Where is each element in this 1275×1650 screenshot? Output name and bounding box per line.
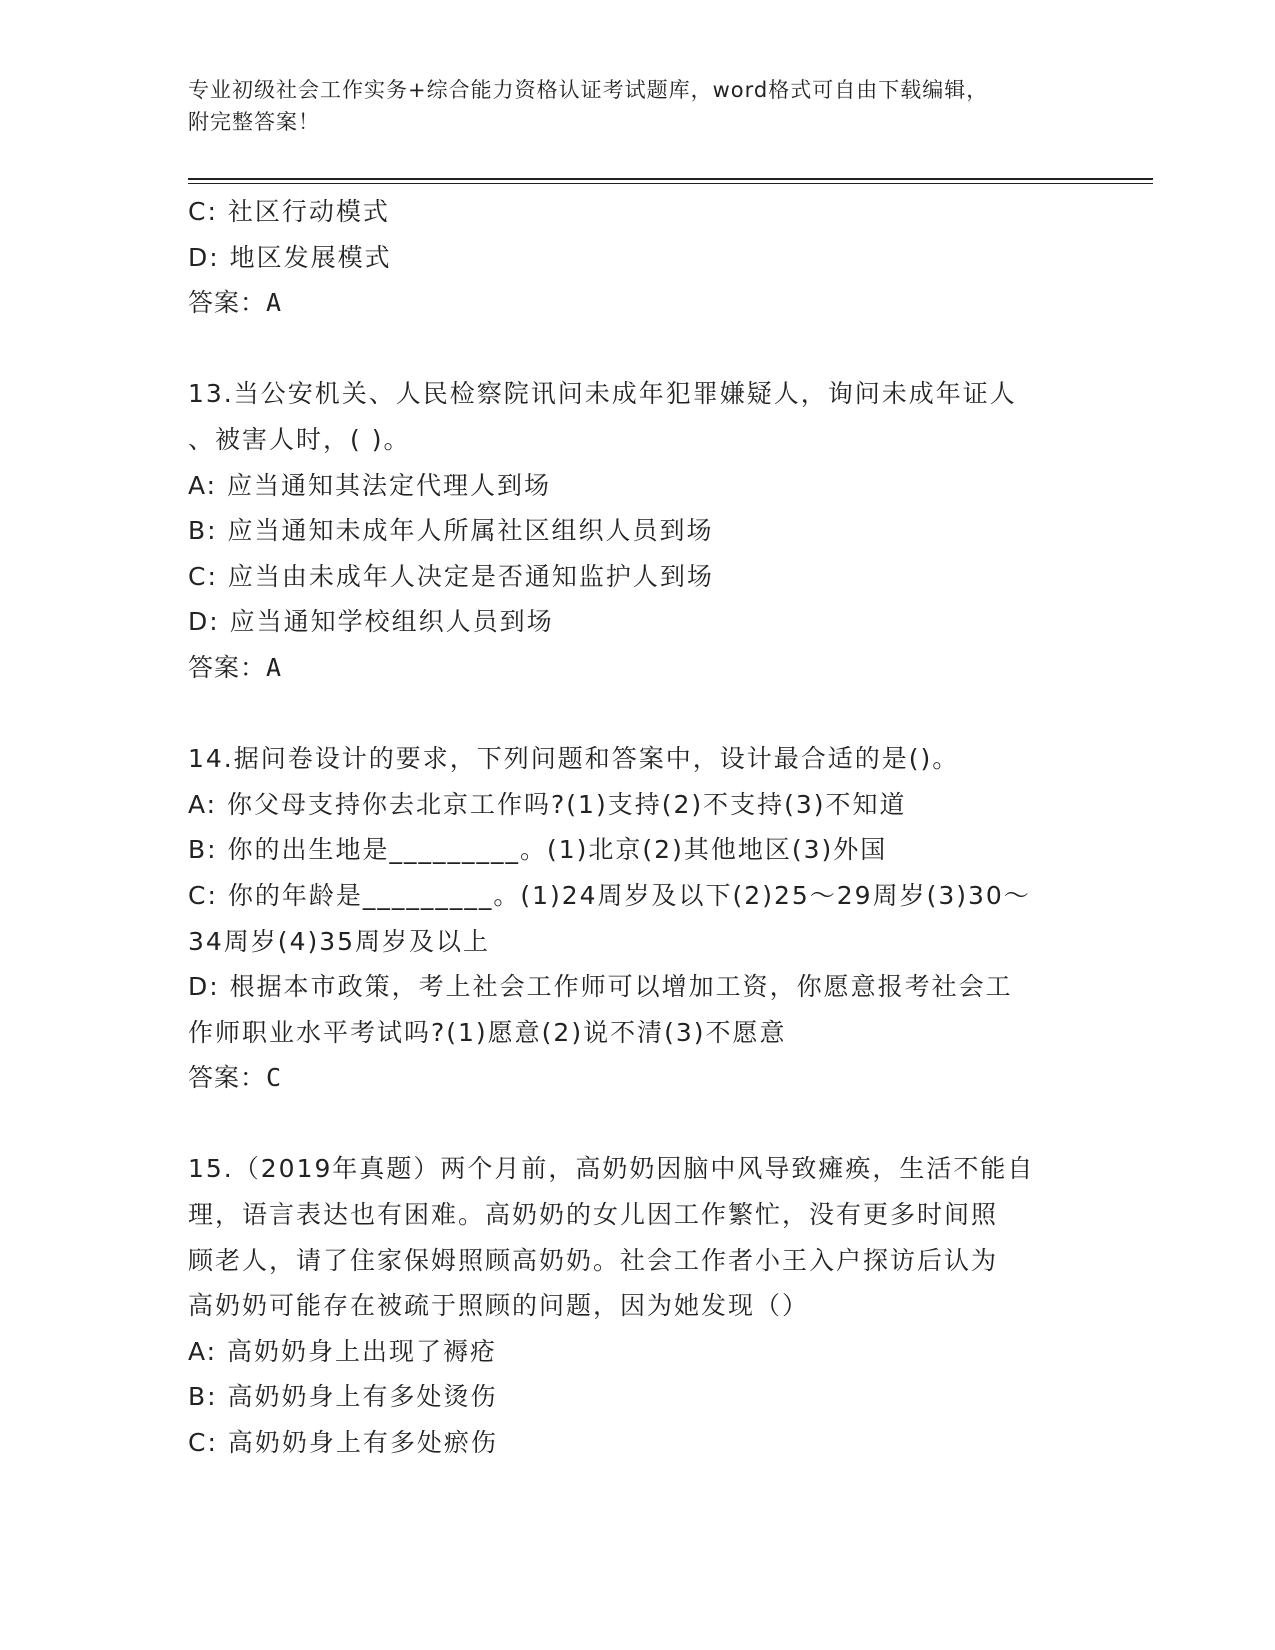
question-15: [188, 1146, 1088, 1465]
q15-option-b: B: 高奶奶身上有多处烫伤: [188, 1382, 498, 1412]
spacer: [188, 326, 1088, 372]
q12-option-d: D: 地区发展模式: [188, 242, 392, 272]
q13-answer: [188, 645, 1088, 691]
question-14: [188, 736, 1088, 1101]
q13-option-a: A: 应当通知其法定代理人到场: [188, 470, 552, 500]
question-content: [188, 189, 1088, 1466]
spacer: [188, 1101, 1088, 1147]
header-line-2: 附完整答案！: [188, 110, 320, 134]
spacer: [188, 691, 1088, 737]
q14-option-b: B: 你的出生地是_________。(1)北京(2)其他地区(3)外国: [188, 835, 888, 865]
q15-stem-line-4: 高奶奶可能存在被疏于照顾的问题，因为她发现（）: [188, 1291, 810, 1321]
q13-option-b: B: 应当通知未成年人所属社区组织人员到场: [188, 516, 714, 546]
q13-answer-label: 答案：: [188, 652, 267, 682]
q13-stem-line-1: 13.当公安机关、人民检察院讯问未成年犯罪嫌疑人，询问未成年证人: [188, 379, 1017, 409]
q12-answer-value: A: [266, 288, 283, 318]
q12-option-c: C: 社区行动模式: [188, 197, 390, 226]
q12-answer: [188, 280, 1088, 326]
q14-stem: 14.据问卷设计的要求，下列问题和答案中，设计最合适的是()。: [188, 744, 960, 774]
q13-answer-value: A: [266, 652, 283, 682]
q14-answer-label: 答案：: [188, 1063, 267, 1093]
q12-answer-label: 答案：: [188, 288, 267, 318]
header-divider: [188, 178, 1153, 184]
q14-answer: [188, 1055, 1088, 1101]
q14-option-d-line-1: D: 根据本市政策，考上社会工作师可以增加工资，你愿意报考社会工: [188, 972, 1013, 1002]
question-13: [188, 371, 1088, 690]
document-header: [188, 74, 1068, 138]
q13-option-c: C: 应当由未成年人决定是否通知监护人到场: [188, 561, 714, 591]
q15-stem-line-1: 15.（2019年真题）两个月前，高奶奶因脑中风导致瘫痪，生活不能自: [188, 1154, 1035, 1184]
q14-option-c-line-2: 34周岁(4)35周岁及以上: [188, 926, 491, 956]
q14-option-c-line-1: C: 你的年龄是_________。(1)24周岁及以下(2)25～29周岁(3)30～: [188, 880, 1031, 910]
q14-option-a: A: 你父母支持你去北京工作吗?(1)支持(2)不支持(3)不知道: [188, 789, 907, 819]
q14-answer-value: C: [266, 1063, 283, 1093]
header-line-1: 专业初级社会工作实务+综合能力资格认证考试题库，word格式可自由下载编辑，: [188, 78, 989, 102]
q15-option-c: C: 高奶奶身上有多处瘀伤: [188, 1428, 498, 1458]
question-12: [188, 189, 1088, 326]
q15-stem-line-3: 顾老人，请了住家保姆照顾高奶奶。社会工作者小王入户探访后认为: [188, 1245, 999, 1275]
q13-option-d: D: 应当通知学校组织人员到场: [188, 607, 554, 637]
q14-option-d-line-2: 作师职业水平考试吗?(1)愿意(2)说不清(3)不愿意: [188, 1017, 787, 1047]
q13-stem-line-2: 、被害人时，( )。: [188, 424, 411, 454]
q15-stem-line-2: 理，语言表达也有困难。高奶奶的女儿因工作繁忙，没有更多时间照: [188, 1200, 999, 1230]
q15-option-a: A: 高奶奶身上出现了褥疮: [188, 1336, 498, 1366]
